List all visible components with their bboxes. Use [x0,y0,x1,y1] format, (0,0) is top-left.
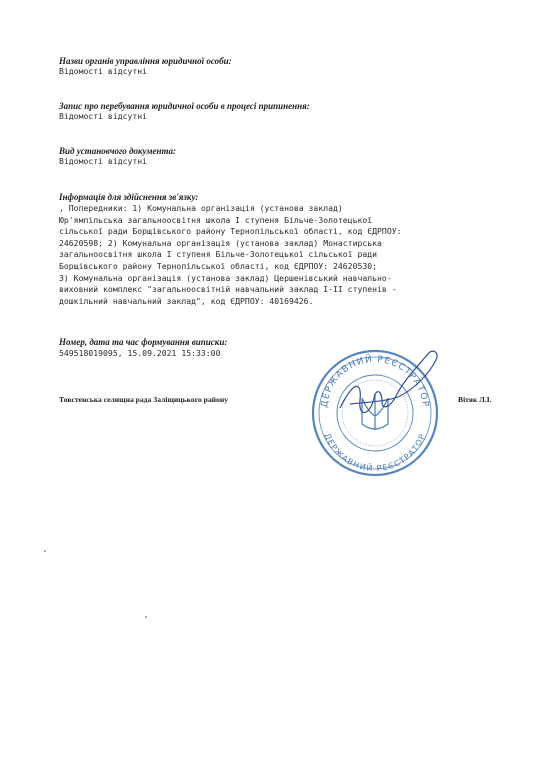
value-line: Відомості відсутні [59,111,148,121]
footer-organization: Товстенська селищна рада Заліщицького району [59,395,229,404]
value-line: Відомості відсутні [59,156,148,166]
svg-text:ДЕРЖАВНИЙ РЕЄСТРАТОР [323,432,428,473]
value-line: Юр'ямпільська загальноосвітня школа І ступеня Більче-Золотецької [59,214,373,225]
value-line: загальноосвітня школа І ступеня Більче-Золотецької сільської ради [59,249,378,260]
value-line: Борщівського району Тернопільської області, код ЄДРПОУ: 24620530; [59,260,378,271]
contact-info-label: Інформація для здійснення зв'язку: [59,192,199,202]
termination-record-label: Запис про перебування юридичної особи в процесі припинення: [59,101,310,111]
value-line: 3) Комунальна організація (установа заклад) Цершенівський навчально- [59,272,392,283]
scan-speck [145,616,147,618]
management-bodies-label: Назви органів управління юридичної особи: [59,56,232,66]
value-line: дошкільний навчальний заклад", код ЄДРПОУ: 40169426. [59,295,314,306]
value-line: 549518019095, 15.09.2021 15:33:00 [59,348,221,358]
founding-document-label: Вид установчого документа: [59,146,176,156]
termination-record-value [59,111,147,123]
management-bodies-value [59,66,147,78]
stamp-bottom-text: ДЕРЖАВНИЙ РЕЄСТРАТОР [322,431,428,474]
value-line: , Попередники: 1) Комунальна організація (установа заклад) [59,203,343,213]
extract-info-value [59,348,220,360]
value-line: сільської ради Борщівського району Тернопільської області, код ЄДРПОУ: [59,226,402,237]
stamp-top-text: ДЕРЖАВНИЙ РЕЄСТРАТОР [319,354,431,409]
registrar-stamp-icon [300,338,450,478]
contact-info-value [59,203,402,307]
value-line: виховний комплекс "загальноосвітній навчальний заклад І-ІІ ступенів - [59,284,397,295]
scan-speck [44,550,46,552]
footer-signatory: Вітяк Л.І. [458,395,492,404]
founding-document-value [59,156,147,168]
extract-info-label: Номер, дата та час формування виписки: [59,337,228,347]
value-line: 24620598; 2) Комунальна організація (установа заклад) Монастирська [59,237,382,248]
value-line: Відомості відсутні [59,66,148,76]
